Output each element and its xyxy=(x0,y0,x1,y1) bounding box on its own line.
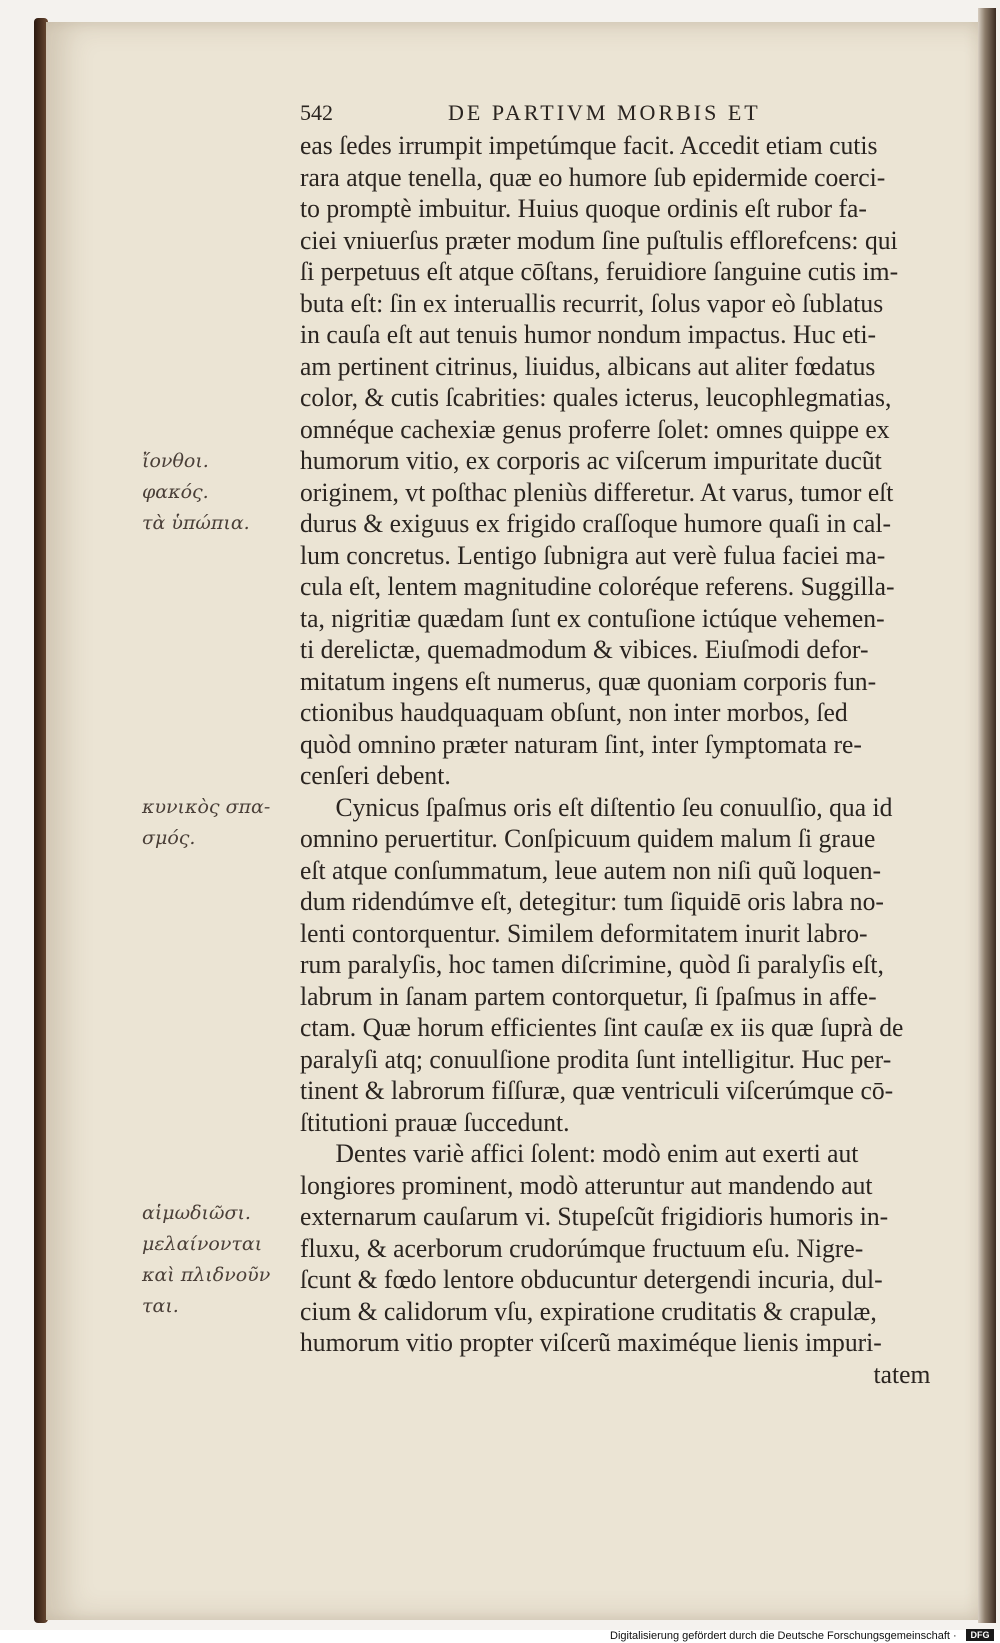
dfg-logo: DFG xyxy=(966,1629,994,1641)
text-line: color, & cutis ſcabrities: quales icterus, leucophlegmatias, xyxy=(300,383,892,412)
text-line: dum ridendúmve eſt, detegitur: tum ſiquidē oris labra no- xyxy=(300,887,884,916)
text-line: externarum cauſarum vi. Stupeſcũt frigidioris humoris in- xyxy=(300,1202,889,1231)
page-number: 542 xyxy=(300,100,333,125)
text-line: longiores prominent, modò atteruntur aut mandendo aut xyxy=(300,1170,873,1200)
margin-note: ται. xyxy=(142,1295,179,1317)
paragraph-first-line: Cynicus ſpaſmus oris eſt diſtentio ſeu conuulſio, qua id xyxy=(335,792,893,822)
page-fore-edge xyxy=(978,8,996,1623)
margin-note: τὰ ὑπώπια. xyxy=(142,512,250,534)
text-line: fluxu, & acerborum crudorúmque fructuum eſu. Nigre- xyxy=(300,1233,864,1263)
text-line: originem, vt poſthac pleniùs differetur. At varus, tumor eſt xyxy=(300,477,894,507)
margin-note: καὶ πλιδνοῦν xyxy=(142,1264,271,1286)
text-line: cium & calidorum vſu, expiratione cruditatis & crapulæ, xyxy=(300,1296,877,1326)
text-line: ſtitutioni prauæ ſuccedunt. xyxy=(300,1107,570,1137)
text-line: durus & exiguus ex frigido craſſoque humore quaſi in cal- xyxy=(300,509,892,538)
body-text xyxy=(300,130,950,1390)
margin-note: φακός. xyxy=(142,481,209,503)
margin-note: σμός. xyxy=(142,827,196,849)
margin-note: ἴονθοι. xyxy=(142,450,209,472)
text-line: ciei vniuerſus præter modum ſine puſtulis efflorefcens: qui xyxy=(300,225,898,255)
text-line: tinent & labrorum fiſſuræ, quæ ventriculi viſcerúmque cō- xyxy=(300,1076,894,1105)
text-line: buta eſt: ſin ex interuallis recurrit, ſolus vapor eò ſublatus xyxy=(300,288,884,318)
text-line: am pertinent citrinus, liuidus, albicans aut aliter fœdatus xyxy=(300,351,876,381)
catchword: tatem xyxy=(873,1359,931,1389)
text-line: cula eſt, lentem magnitudine coloréque referens. Suggilla- xyxy=(300,572,895,601)
text-line: omnéque cachexiæ genus proferre ſolet: omnes quippe ex xyxy=(300,414,890,444)
text-line: to promptè imbuitur. Huius quoque ordinis eſt rubor fa- xyxy=(300,194,867,223)
text-line: ctionibus haudquaquam obſunt, non inter morbos, ſed xyxy=(300,698,848,727)
text-line: paralyſi atq; conuulſione prodita ſunt intelligitur. Huc per- xyxy=(300,1044,892,1074)
margin-note: αἱμωδιῶσι. xyxy=(142,1202,251,1224)
text-line: ti derelictæ, quemadmodum & vibices. Eiuſmodi defor- xyxy=(300,635,869,664)
text-line: cenſeri debent. xyxy=(300,761,451,790)
text-line: in cauſa eſt aut tenuis humor nondum impactus. Huc eti- xyxy=(300,320,877,349)
text-line: humorum vitio propter viſcerũ maximéque lienis impuri- xyxy=(300,1328,882,1357)
text-line: quòd omnino præter naturam ſint, inter ſymptomata re- xyxy=(300,729,862,759)
paragraph-first-line: Dentes variè affici ſolent: modò enim aut exerti aut xyxy=(335,1139,859,1168)
running-head: DE PARTIVM MORBIS ET xyxy=(448,100,761,125)
text-line: lenti contorquentur. Similem deformitatem inurit labro- xyxy=(300,918,868,948)
text-line: rum paralyſis, hoc tamen diſcrimine, quòd ſi paralyſis eſt, xyxy=(300,950,884,979)
margin-note: κυνικὸς σπα- xyxy=(142,796,271,818)
text-line: mitatum ingens eſt numerus, quæ quoniam corporis fun- xyxy=(300,666,877,696)
text-line: omnino peruertitur. Conſpicuum quidem malum ſi graue xyxy=(300,824,876,853)
text-line: eſt atque conſummatum, leue autem non niſi quũ loquen- xyxy=(300,855,882,885)
text-line: ſcunt & fœdo lentore obducuntur detergendi incuria, dul- xyxy=(300,1265,883,1294)
page-header xyxy=(300,98,825,132)
text-line: ctam. Quæ horum efficientes ſint cauſæ ex iis quæ ſuprà de xyxy=(300,1013,904,1042)
text-line: labrum in ſanam partem contorquetur, ſi ſpaſmus in affe- xyxy=(300,981,877,1011)
text-line: ſi perpetuus eſt atque cōſtans, feruidiore ſanguine cutis im- xyxy=(300,257,899,286)
text-line: ta, nigritiæ quædam ſunt ex contuſione ictúque vehemen- xyxy=(300,603,885,633)
text-line: eas ſedes irrumpit impetúmque facit. Accedit etiam cutis xyxy=(300,131,878,160)
text-line: rara atque tenella, quæ eo humore ſub epidermide coerci- xyxy=(300,162,886,192)
digitization-credit: Digitalisierung gefördert durch die Deutsche Forschungsgemeinschaft · xyxy=(610,1630,957,1642)
margin-note: μελαίνονται xyxy=(142,1233,263,1255)
text-line: humorum vitio, ex corporis ac viſcerum impuritate ducũt xyxy=(300,446,882,475)
text-line: lum concretus. Lentigo ſubnigra aut verè fulua faciei ma- xyxy=(300,540,886,570)
